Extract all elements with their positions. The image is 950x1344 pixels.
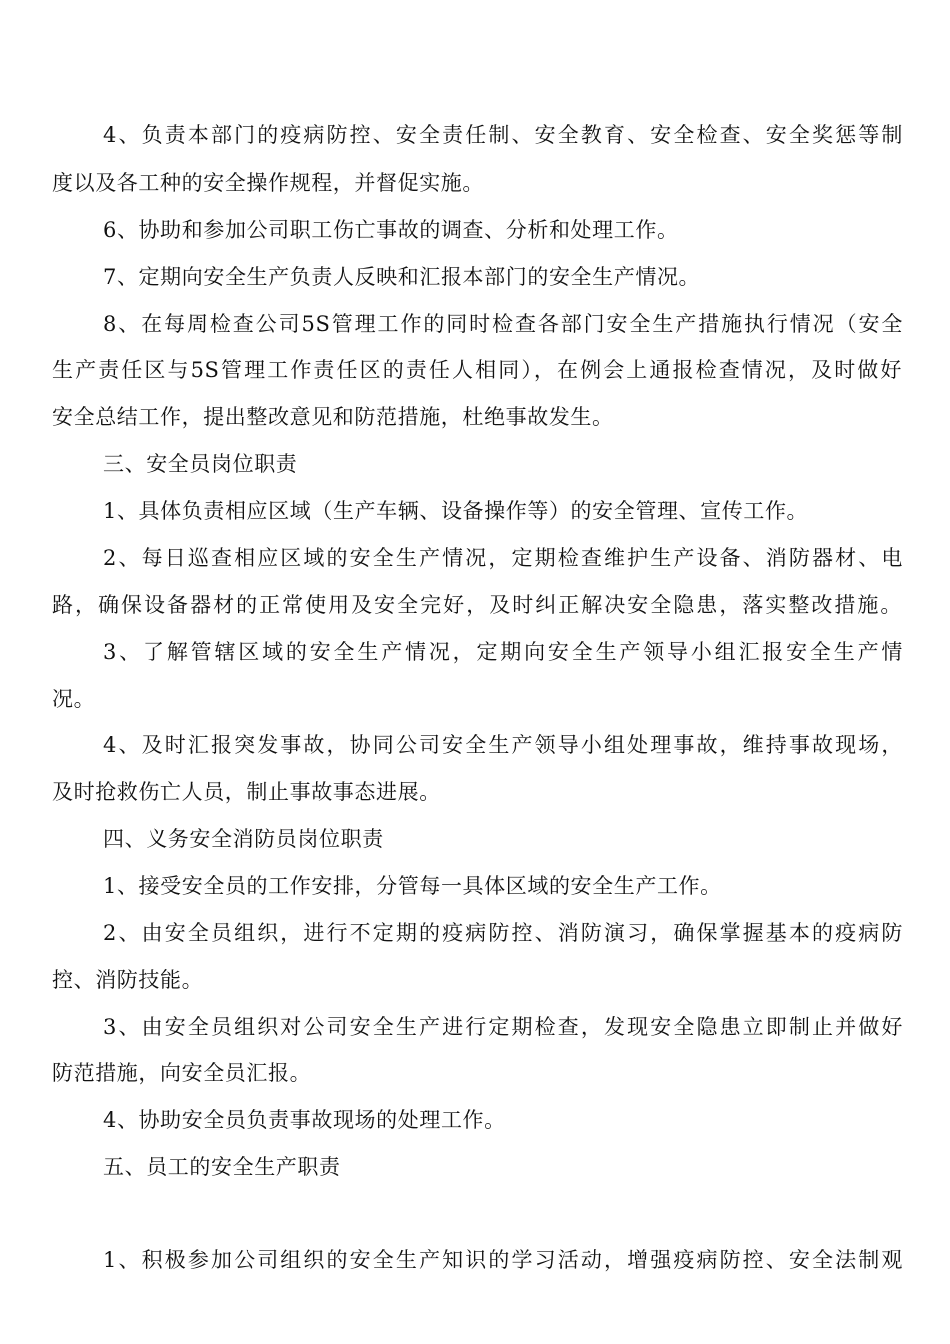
paragraph-line: 7、定期向安全生产负责人反映和汇报本部门的安全生产情况。	[103, 265, 701, 289]
paragraph-line: 况。	[52, 687, 96, 711]
paragraph-line: 3、了解管辖区域的安全生产情况，定期向安全生产领导小组汇报安全生产情	[103, 640, 903, 664]
paragraph-line: 控、消防技能。	[52, 968, 204, 992]
paragraph-line: 1、接受安全员的工作安排，分管每一具体区域的安全生产工作。	[103, 874, 722, 898]
section-heading: 三、安全员岗位职责	[103, 452, 298, 476]
paragraph-line: 防范措施，向安全员汇报。	[52, 1061, 312, 1085]
section-heading: 五、员工的安全生产职责	[103, 1155, 341, 1179]
paragraph-line: 1、积极参加公司组织的安全生产知识的学习活动，增强疫病防控、安全法制观	[103, 1248, 903, 1272]
paragraph-line: 1、具体负责相应区域（生产车辆、设备操作等）的安全管理、宣传工作。	[103, 499, 809, 523]
paragraph-line: 生产责任区与5S管理工作责任区的责任人相同），在例会上通报检查情况，及时做好	[52, 358, 902, 382]
paragraph-line: 6、协助和参加公司职工伤亡事故的调查、分析和处理工作。	[103, 218, 679, 242]
section-heading: 四、义务安全消防员岗位职责	[103, 827, 384, 851]
paragraph-line: 及时抢救伤亡人员，制止事故事态进展。	[52, 780, 441, 804]
paragraph-line: 2、每日巡查相应区域的安全生产情况，定期检查维护生产设备、消防器材、电	[103, 546, 903, 570]
paragraph-line: 4、负责本部门的疫病防控、安全责任制、安全教育、安全检查、安全奖惩等制	[103, 123, 903, 147]
paragraph-line: 2、由安全员组织，进行不定期的疫病防控、消防演习，确保掌握基本的疫病防	[103, 921, 903, 945]
paragraph-line: 度以及各工种的安全操作规程，并督促实施。	[52, 171, 484, 195]
paragraph-line: 4、协助安全员负责事故现场的处理工作。	[103, 1108, 506, 1132]
paragraph-line: 路，确保设备器材的正常使用及安全完好，及时纠正解决安全隐患，落实整改措施。	[52, 593, 902, 617]
paragraph-line: 4、及时汇报突发事故，协同公司安全生产领导小组处理事故，维持事故现场，	[103, 733, 903, 757]
paragraph-line: 3、由安全员组织对公司安全生产进行定期检查，发现安全隐患立即制止并做好	[103, 1015, 903, 1039]
paragraph-line: 安全总结工作，提出整改意见和防范措施，杜绝事故发生。	[52, 405, 614, 429]
paragraph-line: 8、在每周检查公司5S管理工作的同时检查各部门安全生产措施执行情况（安全	[103, 312, 903, 336]
